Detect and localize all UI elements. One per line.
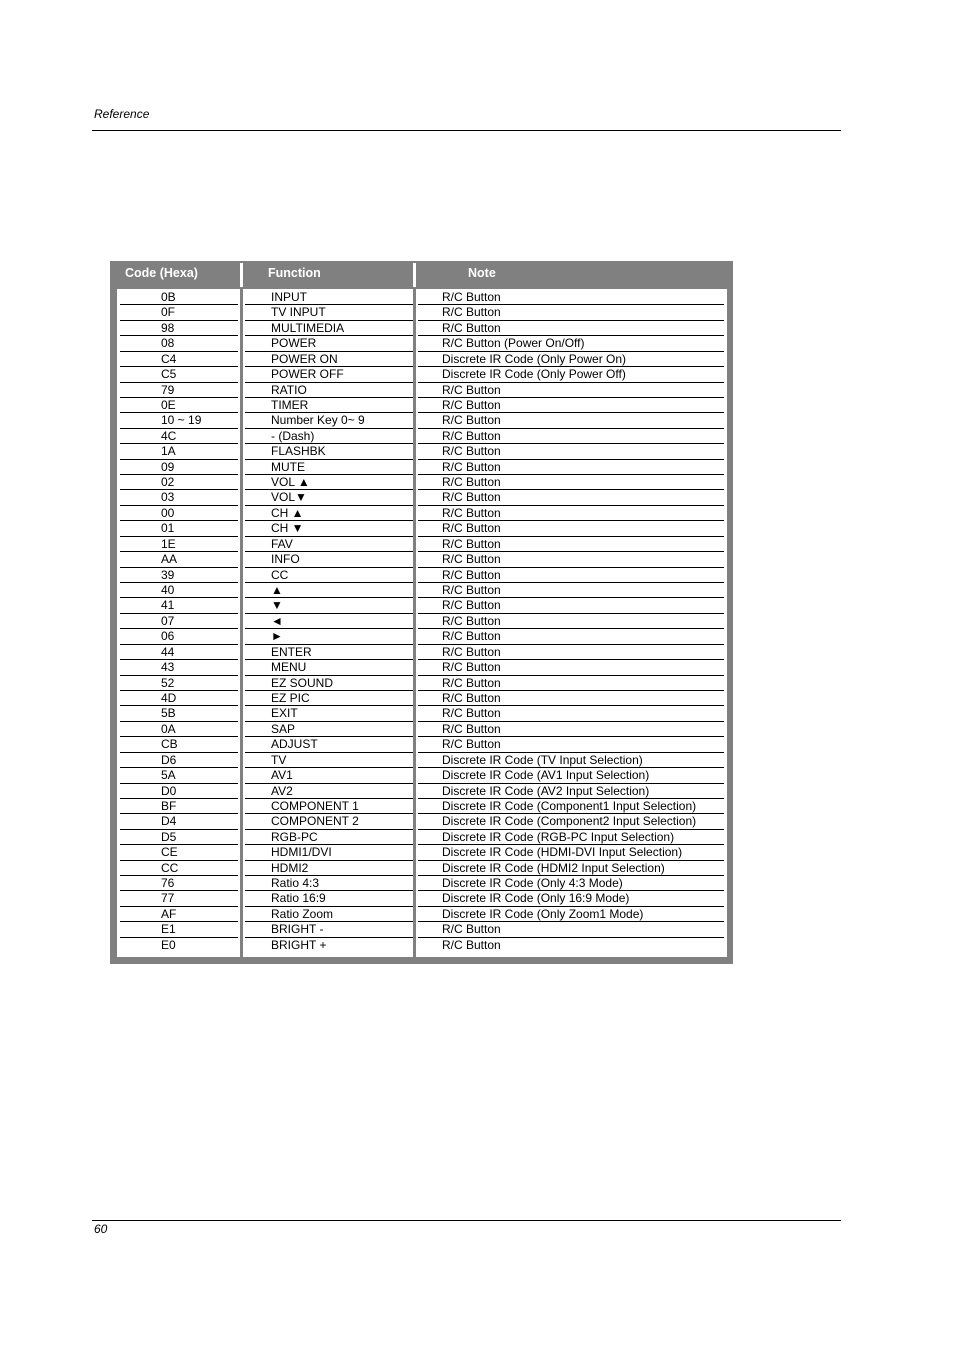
function-cell: EXIT [245,706,413,721]
note-cell: Discrete IR Code (Only Zoom1 Mode) [418,907,724,922]
table-row [110,799,733,814]
function-cell: MUTE [245,460,413,475]
table-row [110,336,733,351]
function-cell: POWER ON [245,352,413,367]
code-cell: 5A [120,768,238,783]
code-cell: 08 [120,336,238,351]
function-cell: BRIGHT - [245,922,413,937]
table-row [110,537,733,552]
table-row [110,521,733,536]
note-cell: R/C Button [418,629,724,644]
table-row [110,691,733,706]
header-divider [240,263,243,287]
table-row [110,845,733,860]
table-row [110,583,733,598]
code-cell: 52 [120,676,238,691]
code-cell: 01 [120,521,238,536]
function-cell: ADJUST [245,737,413,752]
function-cell: FAV [245,537,413,552]
note-cell: R/C Button [418,521,724,536]
note-cell: R/C Button [418,552,724,567]
function-cell: VOL▼ [245,490,413,505]
header-rule [92,130,841,131]
column-header-code: Code (Hexa) [125,266,198,280]
note-cell: Discrete IR Code (Only 4:3 Mode) [418,876,724,891]
code-cell: 03 [120,490,238,505]
function-cell: ◄ [245,614,413,629]
code-cell: CE [120,845,238,860]
code-cell: CC [120,861,238,876]
table-row [110,676,733,691]
function-cell: Ratio 16:9 [245,891,413,906]
table-row [110,938,733,953]
code-cell: 39 [120,568,238,583]
note-cell: R/C Button [418,290,724,305]
function-cell: Ratio 4:3 [245,876,413,891]
code-cell: 10 ~ 19 [120,413,238,428]
note-cell: R/C Button [418,475,724,490]
code-cell: C5 [120,367,238,382]
note-cell: R/C Button [418,506,724,521]
note-cell: Discrete IR Code (HDMI2 Input Selection) [418,861,724,876]
table-row [110,352,733,367]
code-cell: 77 [120,891,238,906]
note-cell: R/C Button [418,583,724,598]
table-row [110,568,733,583]
section-title: Reference [94,107,150,121]
note-cell: R/C Button (Power On/Off) [418,336,724,351]
page-number: 60 [94,1222,108,1236]
table-row [110,830,733,845]
note-cell: R/C Button [418,429,724,444]
note-cell: R/C Button [418,706,724,721]
table-row [110,814,733,829]
table-row [110,398,733,413]
note-cell: Discrete IR Code (Component2 Input Selection) [418,814,724,829]
code-cell: 41 [120,598,238,613]
note-cell: R/C Button [418,413,724,428]
column-header-function: Function [268,266,321,280]
note-cell: Discrete IR Code (Only 16:9 Mode) [418,891,724,906]
note-cell: Discrete IR Code (AV2 Input Selection) [418,784,724,799]
code-cell: 09 [120,460,238,475]
function-cell: CH ▼ [245,521,413,536]
note-cell: R/C Button [418,922,724,937]
note-cell: R/C Button [418,568,724,583]
function-cell: MULTIMEDIA [245,321,413,336]
code-cell: 0E [120,398,238,413]
code-cell: 79 [120,383,238,398]
table-row [110,768,733,783]
function-cell: RGB-PC [245,830,413,845]
code-cell: C4 [120,352,238,367]
code-cell: 4C [120,429,238,444]
function-cell: CC [245,568,413,583]
note-cell: R/C Button [418,490,724,505]
function-cell: Number Key 0~ 9 [245,413,413,428]
table-row [110,475,733,490]
note-cell: R/C Button [442,937,501,952]
code-cell: 5B [120,706,238,721]
function-cell: VOL ▲ [245,475,413,490]
code-cell: 98 [120,321,238,336]
code-cell: AA [120,552,238,567]
function-cell: EZ PIC [245,691,413,706]
note-cell: R/C Button [418,444,724,459]
header-divider [413,263,416,287]
table-body [110,290,733,953]
note-cell: R/C Button [418,398,724,413]
column-header-note: Note [468,266,496,280]
note-cell: Discrete IR Code (Only Power On) [418,352,724,367]
note-cell: R/C Button [418,645,724,660]
table-row [110,737,733,752]
table-row [110,922,733,937]
function-cell: AV2 [245,784,413,799]
footer-rule [92,1220,841,1221]
code-cell: 1A [120,444,238,459]
function-cell: - (Dash) [245,429,413,444]
note-cell: R/C Button [418,614,724,629]
code-cell: E0 [161,937,176,952]
table-row [110,460,733,475]
function-cell: CH ▲ [245,506,413,521]
table-row [110,429,733,444]
function-cell: HDMI2 [245,861,413,876]
code-cell: 0A [120,722,238,737]
table-row [110,753,733,768]
code-cell: 06 [120,629,238,644]
function-cell: POWER [245,336,413,351]
table-row [110,413,733,428]
function-cell: INFO [245,552,413,567]
table-row [110,861,733,876]
table-row [110,629,733,644]
note-cell: Discrete IR Code (HDMI-DVI Input Selection) [418,845,724,860]
function-cell: AV1 [245,768,413,783]
function-cell: COMPONENT 2 [245,814,413,829]
note-cell: R/C Button [418,598,724,613]
note-cell: R/C Button [418,691,724,706]
table-row [110,614,733,629]
note-cell: R/C Button [418,383,724,398]
ir-code-table [110,261,733,964]
function-cell: MENU [245,660,413,675]
function-cell: TV INPUT [245,305,413,320]
code-cell: 43 [120,660,238,675]
table-row [110,367,733,382]
function-cell: Ratio Zoom [245,907,413,922]
function-cell: ▼ [245,598,413,613]
table-row [110,290,733,305]
note-cell: R/C Button [418,722,724,737]
code-cell: 07 [120,614,238,629]
code-cell: 4D [120,691,238,706]
function-cell: COMPONENT 1 [245,799,413,814]
code-cell: CB [120,737,238,752]
note-cell: Discrete IR Code (Component1 Input Selection) [418,799,724,814]
code-cell: D6 [120,753,238,768]
code-cell: D4 [120,814,238,829]
function-cell: TV [245,753,413,768]
note-cell: R/C Button [418,737,724,752]
code-cell: 44 [120,645,238,660]
note-cell: R/C Button [418,676,724,691]
table-row [110,907,733,922]
table-row [110,598,733,613]
table-row [110,645,733,660]
table-row [110,383,733,398]
code-cell: 0B [120,290,238,305]
note-cell: Discrete IR Code (Only Power Off) [418,367,724,382]
table-row [110,891,733,906]
note-cell: R/C Button [418,321,724,336]
table-row [110,706,733,721]
code-cell: E1 [120,922,238,937]
function-cell: HDMI1/DVI [245,845,413,860]
code-cell: 1E [120,537,238,552]
code-cell: 00 [120,506,238,521]
note-cell: R/C Button [418,537,724,552]
code-cell: 0F [120,305,238,320]
note-cell: Discrete IR Code (AV1 Input Selection) [418,768,724,783]
code-cell: D5 [120,830,238,845]
table-row [110,552,733,567]
note-cell: R/C Button [418,460,724,475]
function-cell: BRIGHT + [271,937,327,952]
function-cell: RATIO [245,383,413,398]
code-cell: 76 [120,876,238,891]
function-cell: EZ SOUND [245,676,413,691]
function-cell: INPUT [245,290,413,305]
table-row [110,506,733,521]
note-cell: Discrete IR Code (RGB-PC Input Selection) [418,830,724,845]
table-row [110,722,733,737]
table-row [110,784,733,799]
code-cell: 40 [120,583,238,598]
function-cell: ► [245,629,413,644]
table-row [110,660,733,675]
table-row [110,490,733,505]
table-header [110,261,733,287]
function-cell: TIMER [245,398,413,413]
note-cell: Discrete IR Code (TV Input Selection) [418,753,724,768]
function-cell: SAP [245,722,413,737]
function-cell: FLASHBK [245,444,413,459]
function-cell: ▲ [245,583,413,598]
function-cell: ENTER [245,645,413,660]
table-row [110,321,733,336]
code-cell: AF [120,907,238,922]
note-cell: R/C Button [418,305,724,320]
code-cell: D0 [120,784,238,799]
table-row [110,876,733,891]
note-cell: R/C Button [418,660,724,675]
function-cell: POWER OFF [245,367,413,382]
table-row [110,305,733,320]
code-cell: BF [120,799,238,814]
table-row [110,444,733,459]
code-cell: 02 [120,475,238,490]
